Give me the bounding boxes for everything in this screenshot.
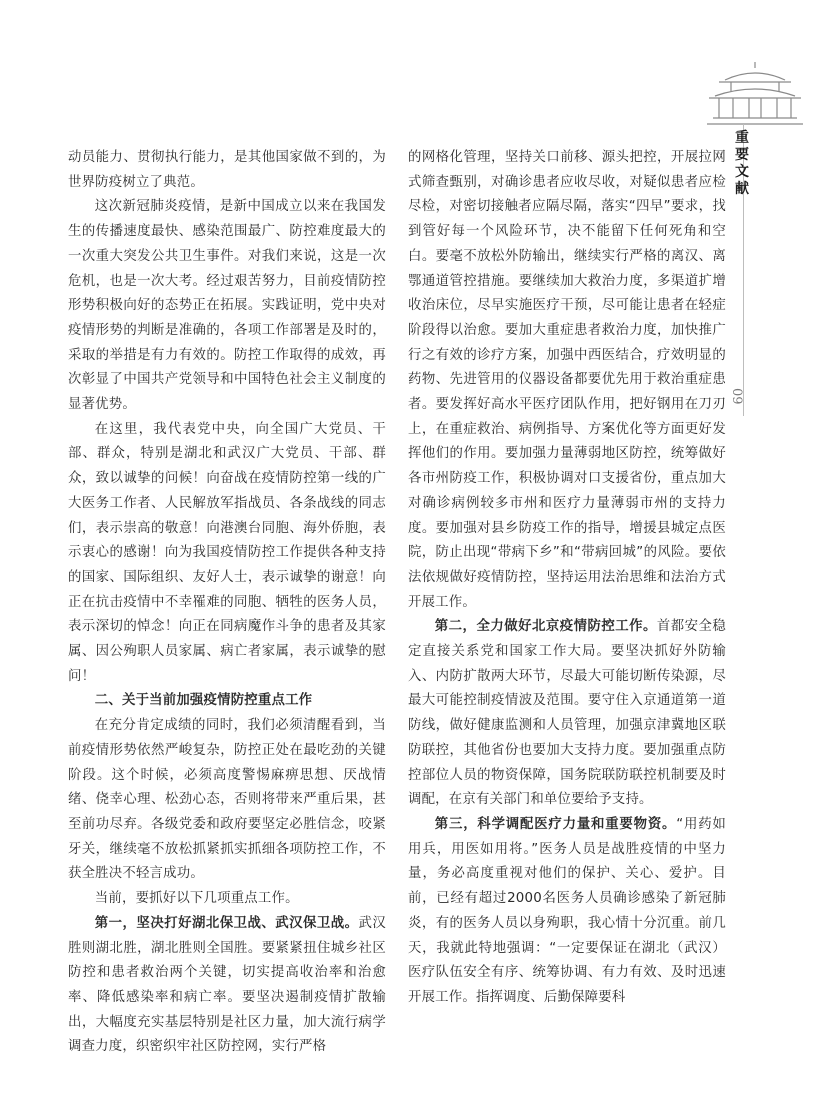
section-title: 重要文献: [735, 130, 749, 197]
paragraph: 在充分肯定成绩的同时，我们必须清醒看到，当前疫情形势依然严峻复杂，防控正处在最吃劲的关键阶段。这个时候，必须高度警惕麻痹思想、厌战情绪、侥幸心理、松劲心态，否则将带来严重后果，甚至前功尽弃。各级党委和政府要坚定必胜信念，咬紧牙关，继续毫不放松抓紧抓实抓细各项防控工作，不获全胜决不轻言成功。: [68, 718, 386, 882]
paragraph: 当前，要抓好以下几项重点工作。: [94, 891, 299, 907]
section-heading: 二、关于当前加强疫情防控重点工作: [94, 693, 313, 709]
paragraph: 在这里，我代表党中央，向全国广大党员、干部、群众，特别是湖北和武汉广大党员、干部、群众，致以诚挚的问候！向奋战在疫情防控第一线的广大医务工作者、人民解放军指战员、各条战线的同志们，表示崇高的敬意！向港澳台同胞、海外侨胞，表示衷心的感谢！向为我国疫情防控工作提供各种支持的国家、国际组织、友好人士，表示诚挚的谢意！向正在抗击疫情中不幸罹难的同胞、牺牲的医务人员，表示深切的悼念！向正在同病魔作斗争的患者及其家属、因公殉职人员家属、病亡者家属，表示诚挚的慰问！: [68, 421, 386, 684]
paragraph: 动员能力、贯彻执行能力，是其他国家做不到的，为世界防疫树立了典范。: [68, 150, 386, 190]
paragraph-lead: 第二，全力做好北京疫情防控工作。: [434, 619, 657, 635]
paragraph-body: 首都安全稳定直接关系党和国家工作大局。要坚决抓好外防输入、内防扩散两大环节，尽最大可能切断传染源，尽最大可能控制疫情波及范围。要守住入京通道第一道防线，做好健康监测和人员管理，加强京津冀地区联防联控，其他省份也要加大支持力度。要加强重点防控部位人员的物资保障，国务院联防联控机制要及时调配，在京有关部门和单位要给予支持。: [408, 619, 727, 808]
paragraph: 的网格化管理，坚持关口前移、源头把控，开展拉网式筛查甄别，对确诊患者应收尽收，对疑似患者应检尽检，对密切接触者应隔尽隔，落实“四早”要求，找到管好每一个风险环节，决不能留下任何死角和空白。要毫不放松外防输出，继续实行严格的离汉、离鄂通道管控措施。要继续加大救治力度，多渠道扩增收治床位，尽早实施医疗干预，尽可能让患者在轻症阶段得以治愈。要加大重症患者救治力度，加快推广行之有效的诊疗方案，加强中西医结合，疗效明显的药物、先进管用的仪器设备都要优先用于救治重症患者。要发挥好高水平医疗团队作用，把好钢用在刀刃上，在重症救治、病例指导、方案优化等方面更好发挥他们的作用。要加强力量薄弱地区防控，统筹做好各市州防疫工作，积极协调对口支援省份，重点加大对确诊病例较多市州和医疗力量薄弱市州的支持力度。要加强对县乡防疫工作的指导，增援县城定点医院，防止出现“带病下乡”和“带病回城”的风险。要依法依规做好疫情防控，坚持运用法治思维和法治方式开展工作。: [408, 150, 726, 610]
paragraph: [408, 813, 726, 1011]
paragraph-lead: 第一，坚决打好湖北保卫战、武汉保卫战。: [94, 915, 359, 931]
paragraph-body: 武汉胜则湖北胜，湖北胜则全国胜。要紧紧扭住城乡社区防控和患者救治两个关键，切实提高收治率和治愈率、降低感染率和病亡率。要坚决遏制疫情扩散输出，大幅度充实基层特别是社区力量，加大流行病学调查力度，织密织牢社区防控网，实行严格: [68, 915, 386, 1055]
paragraph: [68, 912, 386, 1060]
paragraph: 这次新冠肺炎疫情，是新中国成立以来在我国发生的传播速度最快、感染范围最广、防控难度最大的一次重大突发公共卫生事件。对我们来说，这是一次危机，也是一次大考。经过艰苦努力，目前疫情防控形势积极向好的态势正在拓展。实践证明，党中央对疫情形势的判断是准确的，各项工作部署是及时的，采取的举措是有力有效的。防控工作取得的成效，再次彰显了中国共产党领导和中国特色社会主义制度的显著优势。: [68, 199, 386, 413]
paragraph-body: “用药如用兵，用医如用将。”医务人员是战胜疫情的中坚力量，务必高度重视对他们的保护、关心、爱护。目前，已经有超过2000名医务人员确诊感染了新冠肺炎，有的医务人员以身殉职，我心情十分沉重。前几天，我就此特地强调：“一定要保证在湖北（武汉）医疗队伍安全有序、统筹协调、有力有效、及时迅速开展工作。指挥调度、后勤保障要科: [408, 816, 726, 1005]
paragraph: [408, 615, 726, 813]
paragraph-lead: 第三，科学调配医疗力量和重要物资。: [434, 816, 677, 832]
page-number: 09: [729, 388, 744, 405]
left-column: [68, 146, 386, 1060]
right-column: [408, 146, 726, 1011]
pavilion-icon: [705, 60, 805, 126]
